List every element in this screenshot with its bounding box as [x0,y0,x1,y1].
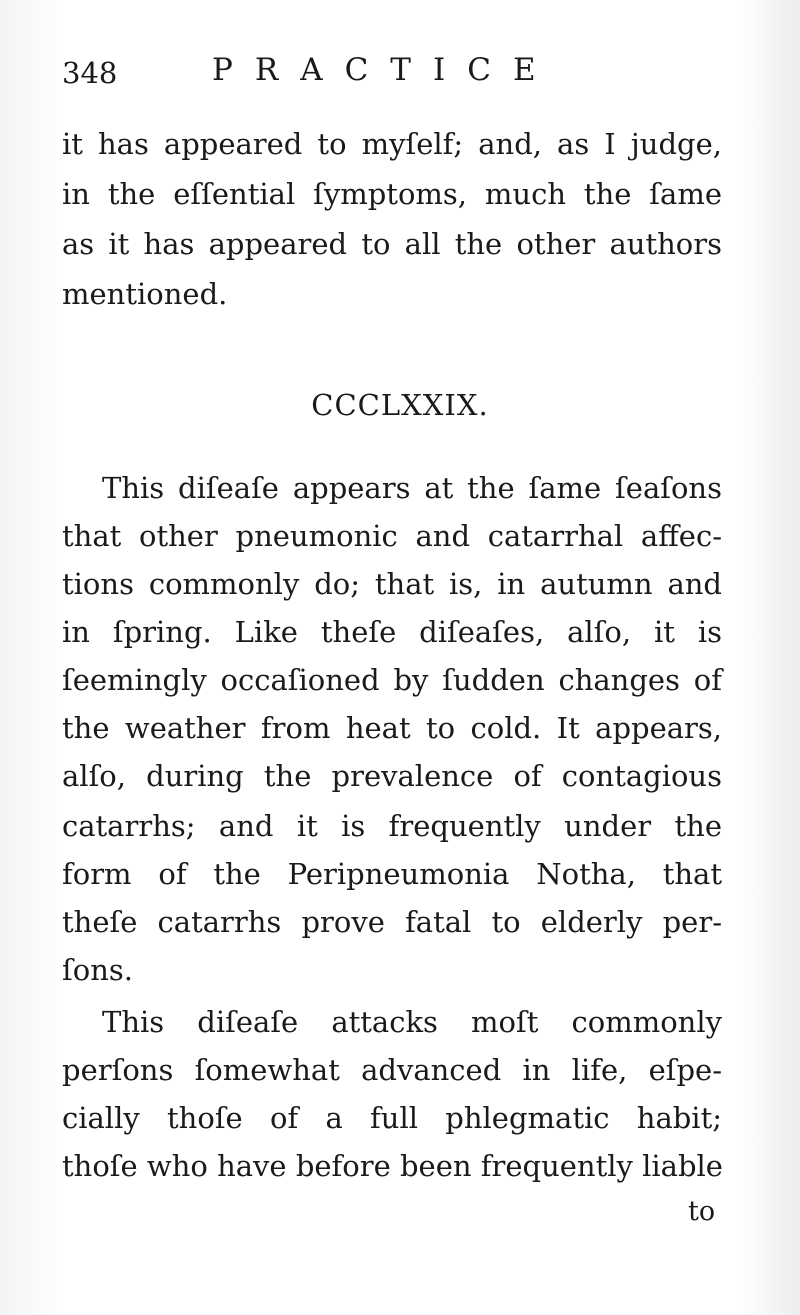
text-line: alſo, during the prevalence of contagious [62,759,722,793]
text-line: ſons. [62,953,133,987]
text-line: that other pneumonic and catarrhal affec- [62,519,722,553]
text-line: tions commonly do; that is, in autumn and [62,567,722,601]
page-number: 348 [62,56,118,90]
catchword: to [688,1196,716,1227]
section-heading: CCCLXXIX. [311,388,489,422]
running-title: PRACTICE [212,52,558,88]
text-line: perſons ſomewhat advanced in life, eſpe- [62,1053,722,1087]
text-line: thoſe who have before been frequently liable [62,1149,723,1183]
text-line: ſeemingly occaſioned by ſudden changes of [62,663,722,697]
text-line: the weather from heat to cold. It appears, [62,711,722,745]
text-line: catarrhs; and it is frequently under the [62,809,722,843]
text-line: in the eſſential ſymptoms, much the ſame [62,177,722,211]
text-line: This diſeaſe attacks moſt commonly [102,1005,722,1039]
text-line: form of the Peripneumonia Notha, that [62,857,722,891]
text-line: in ſpring. Like theſe diſeaſes, alſo, it is [62,615,722,649]
text-line: cially thoſe of a full phlegmatic habit; [62,1101,722,1135]
page-header [62,52,662,96]
text-line: theſe catarrhs prove fatal to elderly per- [62,905,722,939]
text-line: as it has appeared to all the other authors [62,227,722,261]
text-line: it has appeared to myſelf; and, as I judge, [62,127,722,161]
text-line: This diſeaſe appears at the ſame ſeaſons [102,471,722,505]
text-line: mentioned. [62,277,228,311]
